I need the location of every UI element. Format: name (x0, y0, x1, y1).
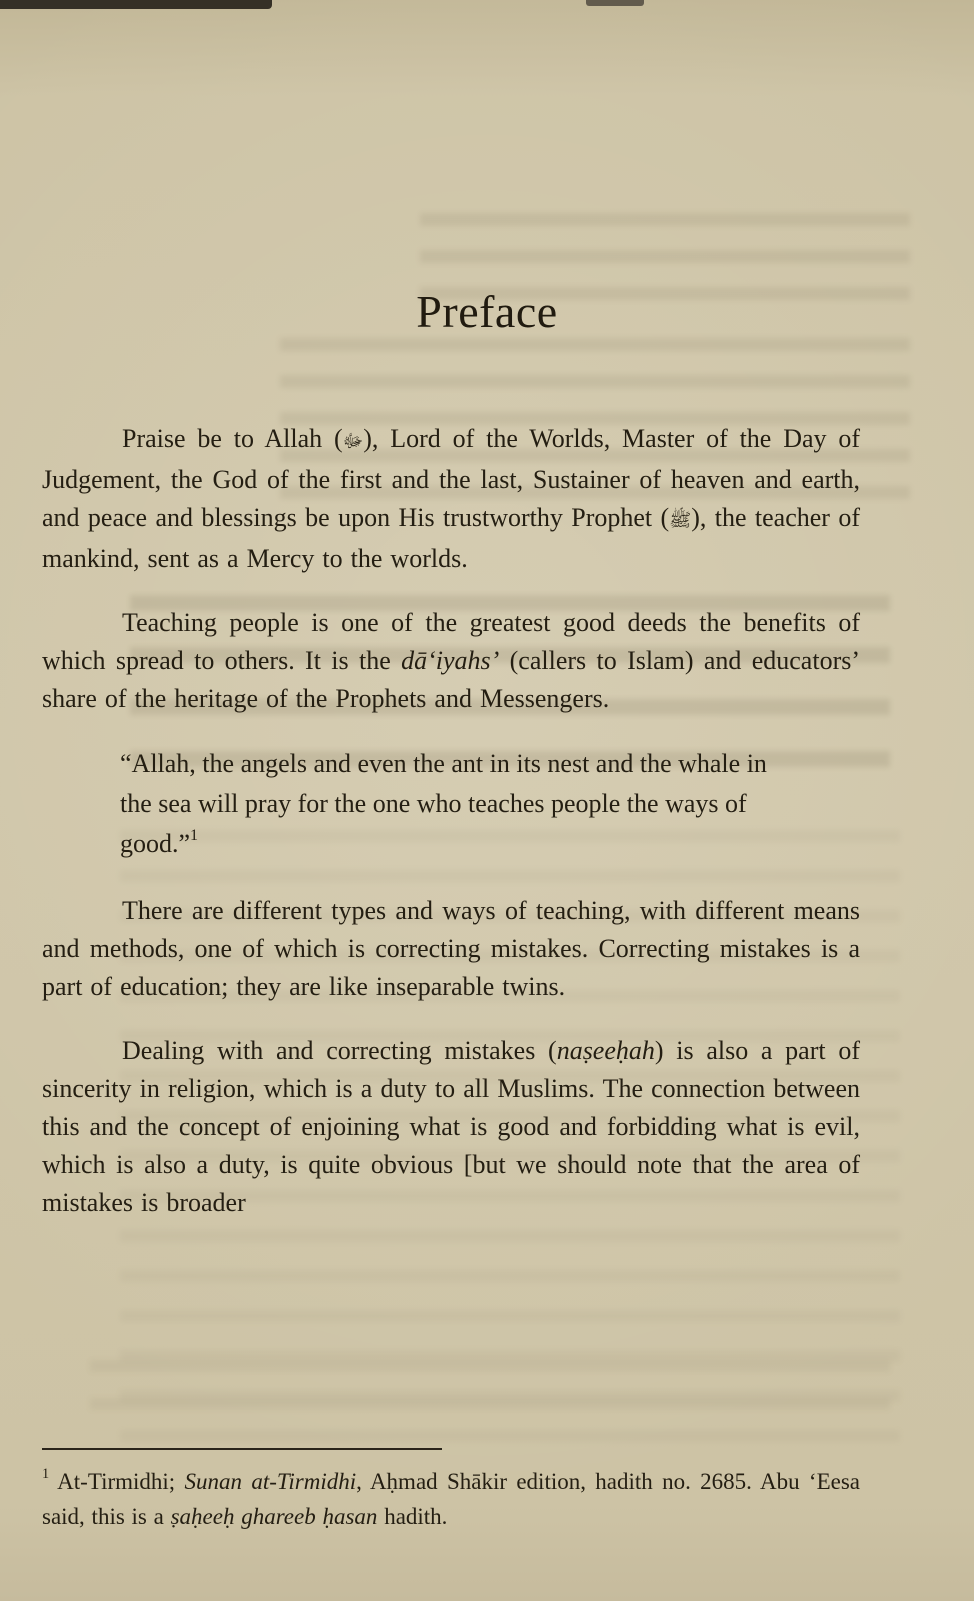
scan-edge-artifact (0, 0, 272, 9)
footnote-area (42, 1448, 860, 1534)
footnote-text: $^1$ At-Tirmidhi; Sunan at-Tirmidhi, Aḥmad Shākir edition, hadith no. 2685. Abu ‘Eesa said, this is a ṣaḥeeḥ ghareeb ḥasan hadith. (42, 1466, 860, 1529)
paragraph-types-of-teaching: There are different types and ways of teaching, with different means and methods, one of which is correcting mistakes. Correcting mistakes is a part of education; they are like inseparable twins. (42, 896, 860, 1001)
paragraph-praise: Praise be to Allah (ﷻ), Lord of the Worlds, Master of the Day of Judgement, the God of the first and the last, Sustainer of heaven and earth, and peace and blessings be upon His trustworthy Prophet (ﷺ), the teacher of mankind, sent as a Mercy to the worlds. (42, 424, 861, 573)
hadith-quote: “Allah, the angels and even the ant in its nest and the whale in the sea will pray for the one who teaches people the ways of good.”$^1$ (120, 749, 767, 858)
page-body (42, 420, 860, 1248)
scan-edge-artifact (586, 0, 644, 6)
page-title: Preface (416, 286, 558, 337)
footnote-separator-rule (42, 1448, 442, 1450)
paragraph-teaching: Teaching people is one of the greatest good deeds the benefits of which spread to others. It is the dā‘iyahs’ (callers to Islam) and educators’ share of the heritage of the Prophets and Messengers. (42, 608, 861, 713)
bleedthrough-ghost-text (90, 1360, 890, 1420)
paragraph-naseehah: Dealing with and correcting mistakes (naṣeeḥah) is also a part of sincerity in religion, which is a duty to all Muslims. The connection between this and the concept of enjoining what is good and forbidding what is evil, which is also a duty, is quite obvious [but we should note that the area of mistakes is broader (42, 1036, 860, 1217)
